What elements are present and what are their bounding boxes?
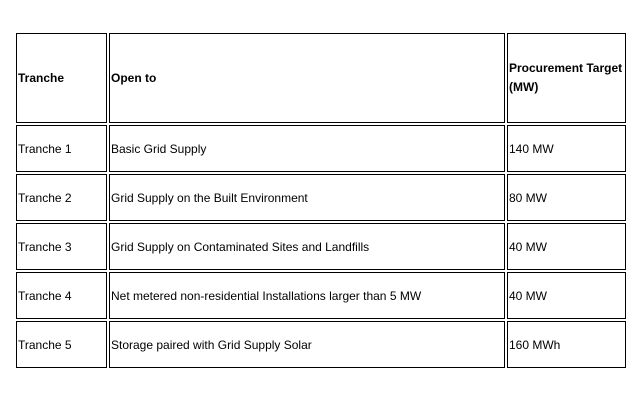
table-row: [16, 321, 626, 368]
tranche-cell: Tranche 5: [16, 321, 107, 368]
header-tranche: Tranche: [16, 33, 107, 123]
procurement-table: [14, 31, 628, 370]
open-to-cell: Net metered non-residential Installations larger than 5 MW: [109, 272, 505, 319]
tranche-cell: Tranche 3: [16, 223, 107, 270]
table-row: [16, 272, 626, 319]
header-procurement-target: Procurement Target (MW): [507, 33, 626, 123]
target-cell: 160 MWh: [507, 321, 626, 368]
header-row: [16, 33, 626, 123]
tranche-cell: Tranche 2: [16, 174, 107, 221]
target-cell: 40 MW: [507, 272, 626, 319]
target-cell: 40 MW: [507, 223, 626, 270]
header-open-to: Open to: [109, 33, 505, 123]
open-to-cell: Basic Grid Supply: [109, 125, 505, 172]
open-to-cell: Grid Supply on Contaminated Sites and Landfills: [109, 223, 505, 270]
tranche-cell: Tranche 1: [16, 125, 107, 172]
table-row: [16, 174, 626, 221]
table-row: [16, 125, 626, 172]
table-row: [16, 223, 626, 270]
open-to-cell: Storage paired with Grid Supply Solar: [109, 321, 505, 368]
open-to-cell: Grid Supply on the Built Environment: [109, 174, 505, 221]
tranche-cell: Tranche 4: [16, 272, 107, 319]
target-cell: 140 MW: [507, 125, 626, 172]
target-cell: 80 MW: [507, 174, 626, 221]
